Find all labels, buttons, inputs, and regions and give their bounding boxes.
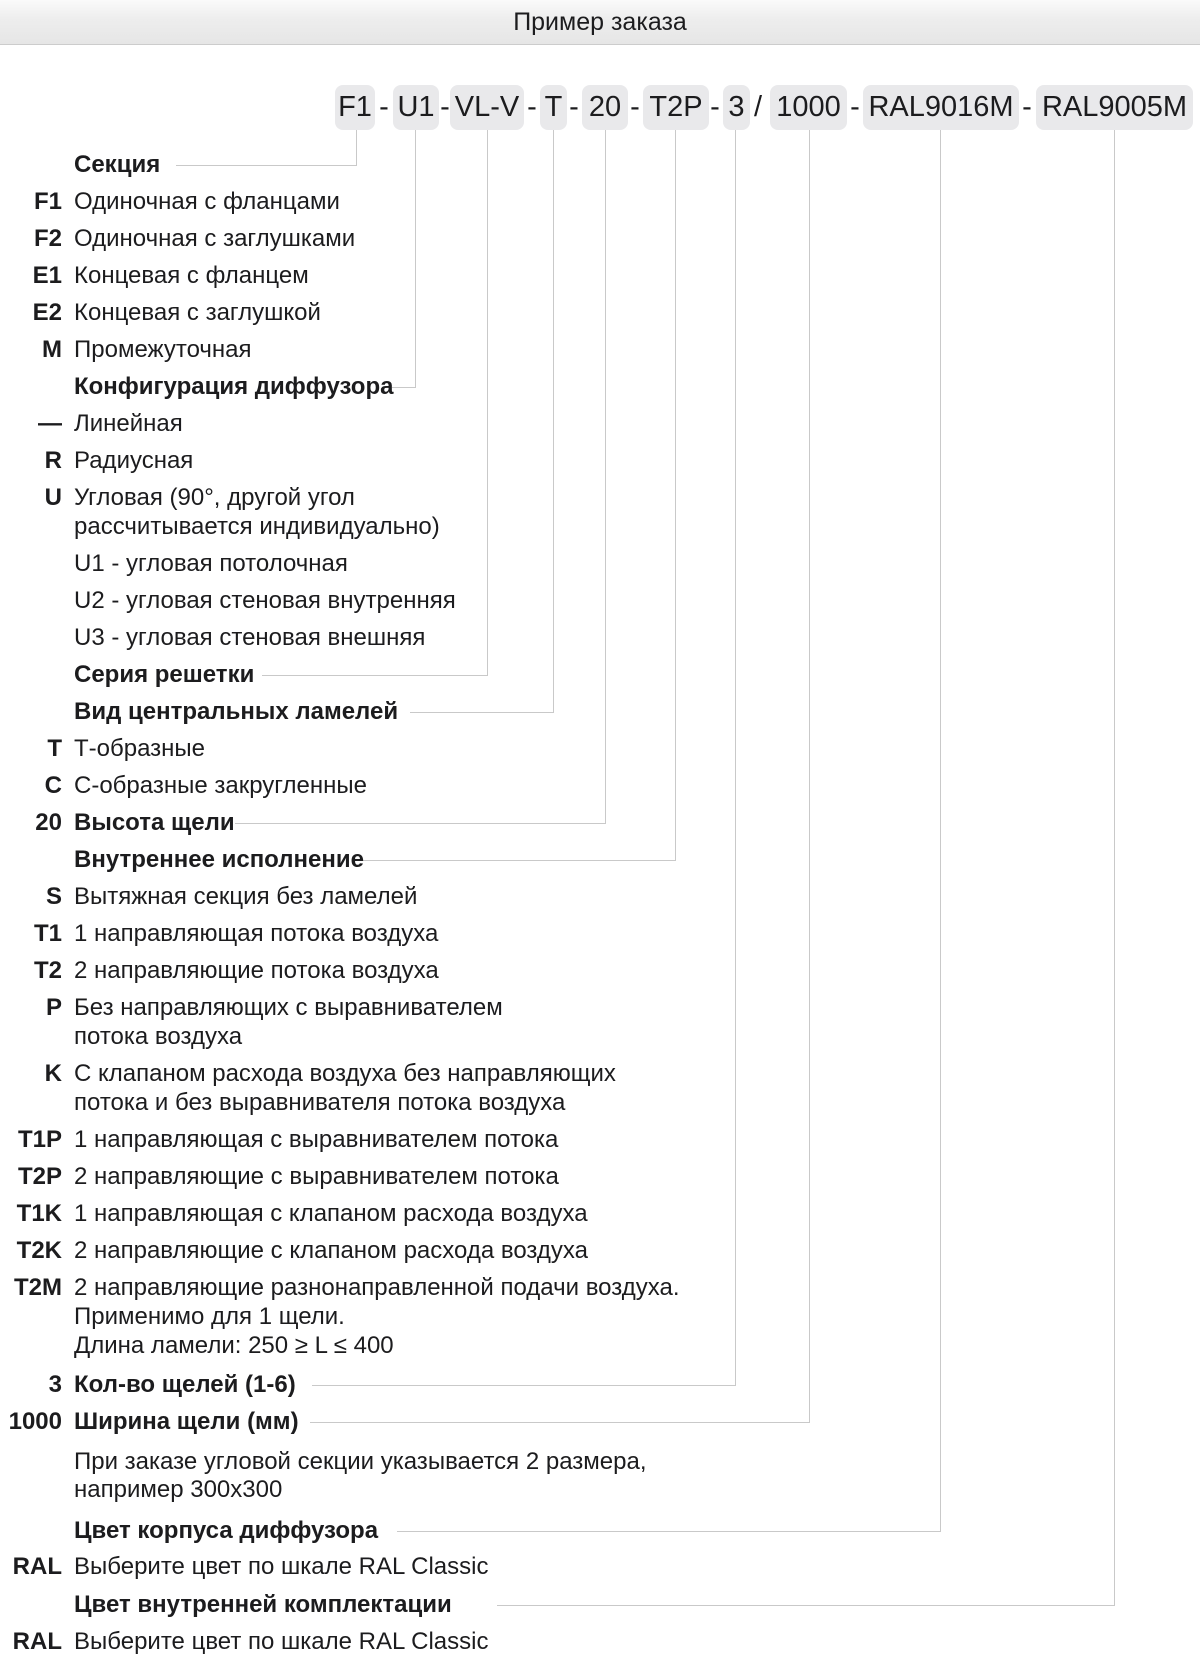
legend-text: Вытяжная секция без ламелей	[74, 883, 418, 910]
legend-text: Кол-во щелей (1-6)	[74, 1371, 296, 1398]
connector-v-inner-color	[1114, 130, 1115, 1605]
legend-section-header	[0, 657, 254, 693]
legend-key: T2	[33, 957, 62, 984]
legend-text: Т-образные	[74, 735, 206, 762]
legend-key: —	[38, 410, 62, 437]
connector-h-inner-color	[497, 1605, 1115, 1606]
legend-key	[0, 1587, 62, 1623]
legend-key: T	[47, 735, 62, 762]
legend-key	[0, 694, 62, 730]
legend-text: 1 направляющая с выравнивателем потока	[74, 1126, 559, 1153]
legend-text: Длина ламели: 250 ≥ L ≤ 400	[74, 1332, 394, 1359]
legend-key: T1K	[16, 1200, 62, 1227]
legend-key	[0, 1513, 62, 1549]
legend-text: Цвет внутренней комплектации	[74, 1591, 452, 1618]
code-separator: -	[1022, 91, 1032, 123]
legend-row-continuation	[0, 1472, 282, 1508]
legend-row	[0, 1159, 559, 1195]
legend-row	[0, 295, 321, 331]
code-segment-u1: U1	[393, 85, 439, 130]
legend-key: T1	[33, 920, 62, 947]
code-separator: -	[379, 91, 389, 123]
legend-text: При заказе угловой секции указывается 2 размера,	[74, 1448, 647, 1475]
legend-row	[0, 184, 340, 220]
legend-key: T2P	[17, 1163, 62, 1190]
legend-section-header	[0, 805, 235, 841]
legend-key	[0, 1472, 62, 1508]
connector-v-grille-series	[487, 130, 488, 675]
connector-v-inner-version	[675, 130, 676, 860]
legend-key: T2M	[14, 1274, 62, 1301]
legend-key: F2	[33, 225, 62, 252]
connector-h-configuration	[392, 387, 416, 388]
legend-text: U2 - угловая стеновая внутренняя	[74, 587, 456, 614]
legend-row	[0, 1624, 488, 1660]
legend-section-header	[0, 842, 364, 878]
legend-text: потока и без выравнивателя потока воздуха	[74, 1089, 566, 1116]
legend-key: R	[44, 447, 62, 474]
legend-row	[0, 443, 193, 479]
legend-row	[0, 953, 439, 989]
legend-row	[0, 620, 425, 656]
connector-h-slot-height	[235, 823, 606, 824]
legend-section-header	[0, 1367, 296, 1403]
legend-row-continuation	[0, 1019, 242, 1055]
legend-text: Выберите цвет по шкале RAL Classic	[74, 1553, 489, 1580]
connector-v-section	[356, 130, 357, 165]
connector-v-lamella-type	[553, 130, 554, 712]
legend-text: рассчитывается индивидуально)	[74, 513, 440, 540]
code-segment-ral9005m: RAL9005M	[1036, 85, 1193, 130]
legend-key	[0, 1328, 62, 1364]
legend-key: T2K	[16, 1237, 62, 1264]
legend-key	[0, 1085, 62, 1121]
legend-row	[0, 1233, 588, 1269]
legend-key: 1000	[8, 1408, 62, 1435]
legend-text: Без направляющих с выравнивателем	[74, 994, 503, 1021]
legend-row	[0, 1122, 558, 1158]
code-separator: -	[440, 91, 450, 123]
code-segment-20: 20	[582, 85, 628, 130]
legend-key	[0, 509, 62, 545]
code-segment-f1: F1	[335, 85, 375, 130]
legend-section-header	[0, 147, 160, 183]
legend-text: С клапаном расхода воздуха без направляющих	[74, 1060, 616, 1087]
legend-text: Секция	[74, 151, 161, 178]
connector-h-slot-count	[312, 1385, 736, 1386]
legend-row	[0, 1196, 588, 1232]
connector-h-body-color	[397, 1531, 941, 1532]
legend-text: С-образные закругленные	[74, 772, 367, 799]
legend-text: U1 - угловая потолочная	[74, 550, 348, 577]
legend-key: S	[45, 883, 62, 910]
legend-text: Выберите цвет по шкале RAL Classic	[74, 1628, 489, 1655]
header-bar	[0, 0, 1200, 45]
code-separator: -	[710, 91, 720, 123]
legend-section-header	[0, 1404, 299, 1440]
legend-row	[0, 332, 252, 368]
legend-key: C	[44, 772, 62, 799]
connector-h-lamella-type	[410, 712, 554, 713]
legend-text: Концевая с заглушкой	[74, 299, 321, 326]
legend-text: Одиночная с заглушками	[74, 225, 356, 252]
legend-text: Цвет корпуса диффузора	[74, 1517, 379, 1544]
code-segment-t2p: T2P	[643, 85, 709, 130]
legend-key: T1P	[17, 1126, 62, 1153]
code-separator: -	[850, 91, 860, 123]
legend-text: 1 направляющая потока воздуха	[74, 920, 439, 947]
legend-section-header	[0, 694, 398, 730]
legend-section-header	[0, 1587, 452, 1623]
legend-key	[0, 842, 62, 878]
legend-key: RAL	[12, 1553, 62, 1580]
legend-text: например 300x300	[74, 1476, 283, 1503]
legend-text: 2 направляющие разнонаправленной подачи воздуха.	[74, 1274, 680, 1301]
page-title: Пример заказа	[513, 7, 687, 36]
legend-key: 20	[35, 809, 62, 836]
legend-key	[0, 583, 62, 619]
legend-text: Радиусная	[74, 447, 194, 474]
code-separator: -	[569, 91, 579, 123]
legend-row-continuation	[0, 1328, 394, 1364]
legend-row-continuation	[0, 509, 440, 545]
connector-v-body-color	[940, 130, 941, 1531]
legend-text: Применимо для 1 щели.	[74, 1303, 345, 1330]
code-segment-t: T	[540, 85, 567, 130]
legend-row	[0, 731, 205, 767]
legend-section-header	[0, 369, 393, 405]
legend-row-continuation	[0, 1085, 565, 1121]
legend-key: K	[44, 1060, 62, 1087]
legend-text: Внутреннее исполнение	[74, 846, 364, 873]
legend-text: Промежуточная	[74, 336, 252, 363]
legend-key	[0, 147, 62, 183]
connector-h-inner-version	[362, 860, 676, 861]
connector-h-grille-series	[262, 675, 488, 676]
legend-row	[0, 546, 348, 582]
legend-text: Угловая (90°, другой угол	[74, 484, 355, 511]
code-segment-ral9016m: RAL9016M	[863, 85, 1019, 130]
connector-h-section	[176, 165, 357, 166]
legend-text: Ширина щели (мм)	[74, 1408, 299, 1435]
legend-text: Одиночная с фланцами	[74, 188, 340, 215]
legend-row	[0, 768, 367, 804]
connector-v-slot-count	[735, 130, 736, 1385]
code-segment-vlv: VL-V	[450, 85, 524, 130]
legend-key: U	[44, 484, 62, 511]
legend-text: 2 направляющие с клапаном расхода воздуха	[74, 1237, 588, 1264]
connector-v-configuration	[415, 130, 416, 387]
legend-text: 2 направляющие потока воздуха	[74, 957, 439, 984]
legend-key: 3	[48, 1371, 62, 1398]
code-separator: -	[630, 91, 640, 123]
legend-row	[0, 221, 355, 257]
legend-key: E2	[32, 299, 62, 326]
legend-key	[0, 546, 62, 582]
legend-text: 2 направляющие с выравнивателем потока	[74, 1163, 559, 1190]
legend-text: Линейная	[74, 410, 183, 437]
legend-key	[0, 620, 62, 656]
legend-text: Конфигурация диффузора	[74, 373, 394, 400]
code-segment-3: 3	[723, 85, 750, 130]
code-separator: -	[527, 91, 537, 123]
legend-section-header	[0, 1513, 378, 1549]
legend-key: E1	[32, 262, 62, 289]
connector-h-slot-width	[310, 1422, 810, 1423]
legend-key	[0, 657, 62, 693]
legend-text: 1 направляющая с клапаном расхода воздуха	[74, 1200, 588, 1227]
legend-key	[0, 1019, 62, 1055]
legend-row	[0, 879, 417, 915]
legend-row	[0, 916, 438, 952]
legend-row	[0, 406, 183, 442]
legend-text: потока воздуха	[74, 1023, 243, 1050]
legend-key	[0, 369, 62, 405]
legend-text: Вид центральных ламелей	[74, 698, 399, 725]
legend-text: Концевая с фланцем	[74, 262, 309, 289]
legend-key: F1	[33, 188, 62, 215]
code-segment-1000: 1000	[770, 85, 847, 130]
legend-key: M	[42, 336, 62, 363]
connector-v-slot-width	[809, 130, 810, 1422]
legend-key: RAL	[12, 1628, 62, 1655]
legend-row	[0, 1549, 488, 1585]
connector-v-slot-height	[605, 130, 606, 823]
legend-key: P	[45, 994, 62, 1021]
legend-row	[0, 258, 309, 294]
legend-row	[0, 583, 456, 619]
legend-text: U3 - угловая стеновая внешняя	[74, 624, 426, 651]
code-separator-slash: /	[753, 91, 763, 123]
legend-text: Высота щели	[74, 809, 235, 836]
legend-text: Серия решетки	[74, 661, 255, 688]
